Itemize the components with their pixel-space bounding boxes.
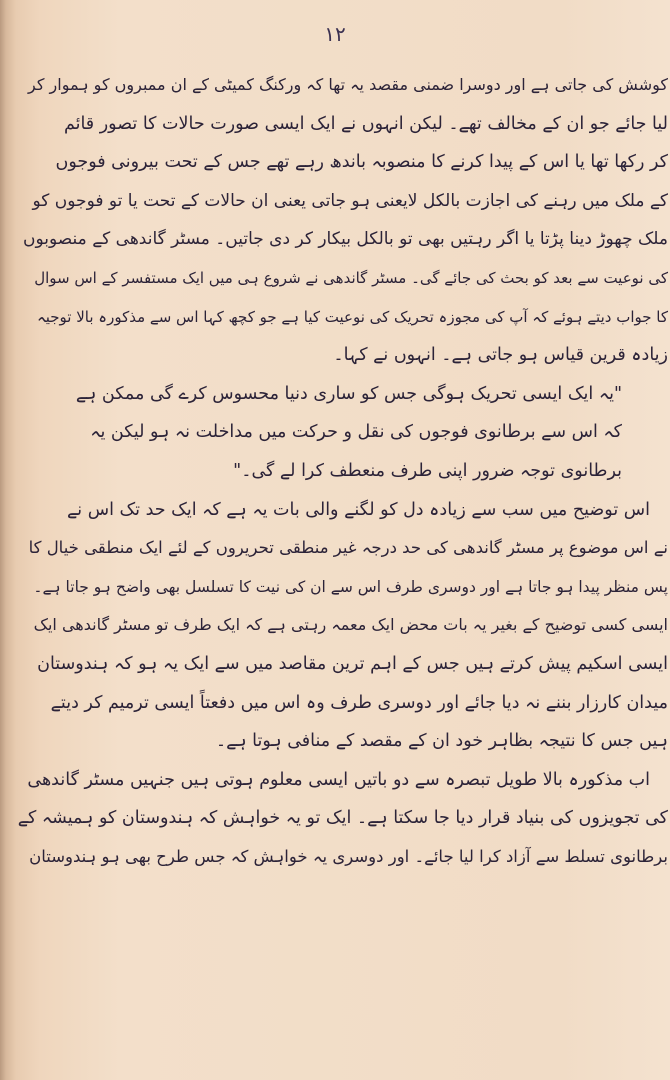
text-line: اب مذکورہ بالا طویل تبصرہ سے دو باتیں ایسی معلوم ہوتی ہیں جنہیں مسٹر گاندھی bbox=[27, 769, 650, 790]
book-binding-shadow bbox=[0, 0, 16, 1080]
text-line: ملک چھوڑ دینا پڑتا یا اگر رہتیں بھی تو بالکل بیکار کر دی جاتیں۔ مسٹر گاندھی کے منصوبوں bbox=[23, 229, 668, 250]
text-line: ایسی اسکیم پیش کرتے ہیں جس کے اہم ترین مقاصد میں سے ایک یہ ہو کہ ہندوستان bbox=[37, 653, 668, 674]
text-line: ایسی کسی توضیح کے بغیر یہ بات محض ایک معمہ رہتی ہے کہ ایک طرف تو مسٹر گاندھی ایک bbox=[33, 615, 668, 635]
text-body bbox=[18, 66, 670, 876]
text-line: کا جواب دیتے ہوئے کہ آپ کی مجوزہ تحریک کی نوعیت کیا ہے جو کچھ کہا اس سے مذکورہ بالا توجیہ bbox=[36, 307, 668, 326]
text-line: برطانوی تسلط سے آزاد کرا لیا جائے۔ اور دوسری یہ خواہش کہ جس طرح بھی ہو ہندوستان bbox=[29, 846, 668, 866]
text-line: لیا جائے جو ان کے مخالف تھے۔ لیکن انہوں نے ایک ایسی صورت حالات کا تصور قائم bbox=[63, 113, 668, 134]
quote-line: برطانوی توجہ ضرور اپنی طرف منعطف کرا لے گی۔" bbox=[233, 460, 622, 481]
text-line: پس منظر پیدا ہو جاتا ہے اور دوسری طرف اس سے ان کی نیت کا تسلسل بھی واضح ہو جاتا ہے۔ bbox=[33, 577, 668, 596]
text-line: اس توضیح میں سب سے زیادہ دل کو لگنے والی بات یہ ہے کہ ایک حد تک اس نے bbox=[67, 499, 650, 520]
text-line: کر رکھا تھا یا اس کے پیدا کرنے کا منصوبہ باندھ رہے تھے جس کے تحت بیرونی فوجوں bbox=[55, 152, 668, 173]
text-line: ہیں جس کا نتیجہ بظاہر خود ان کے مقصد کے منافی ہوتا ہے۔ bbox=[215, 731, 668, 752]
text-line: میدان کارزار بننے نہ دیا جائے اور دوسری طرف وہ اس میں دفعتاً ایسی ترمیم کر دیتے bbox=[50, 692, 668, 713]
text-line: زیادہ قرین قیاس ہو جاتی ہے۔ انہوں نے کہا۔ bbox=[333, 345, 668, 366]
text-line: کی نوعیت سے بعد کو بحث کی جائے گی۔ مسٹر گاندھی نے شروع ہی میں ایک مستفسر کے اس سوال bbox=[34, 268, 668, 287]
text-line: کے ملک میں رہنے کی اجازت بالکل لایعنی ہو جاتی یعنی ان حالات کے تحت یا تو فوجوں کو bbox=[32, 190, 668, 211]
quote-line: "یہ ایک ایسی تحریک ہوگی جس کو ساری دنیا محسوس کرے گی ممکن ہے bbox=[75, 383, 622, 404]
text-line: کوشش کی جاتی ہے اور دوسرا ضمنی مقصد یہ تھا کہ ورکنگ کمیٹی کے ان ممبروں کو ہموار کر bbox=[28, 75, 668, 94]
page-number: ۱۲ bbox=[324, 22, 346, 46]
text-line: کی تجویزوں کی بنیاد قرار دیا جا سکتا ہے۔ ایک تو یہ خواہش کہ ہندوستان کو ہمیشہ کے bbox=[18, 808, 668, 829]
quote-line: کہ اس سے برطانوی فوجوں کی نقل و حرکت میں مداخلت نہ ہو لیکن یہ bbox=[90, 422, 622, 443]
text-line: نے اس موضوع پر مسٹر گاندھی کی حد درجہ غیر منطقی تحریروں کے لئے ایک منطقی خیال کا bbox=[28, 538, 668, 558]
